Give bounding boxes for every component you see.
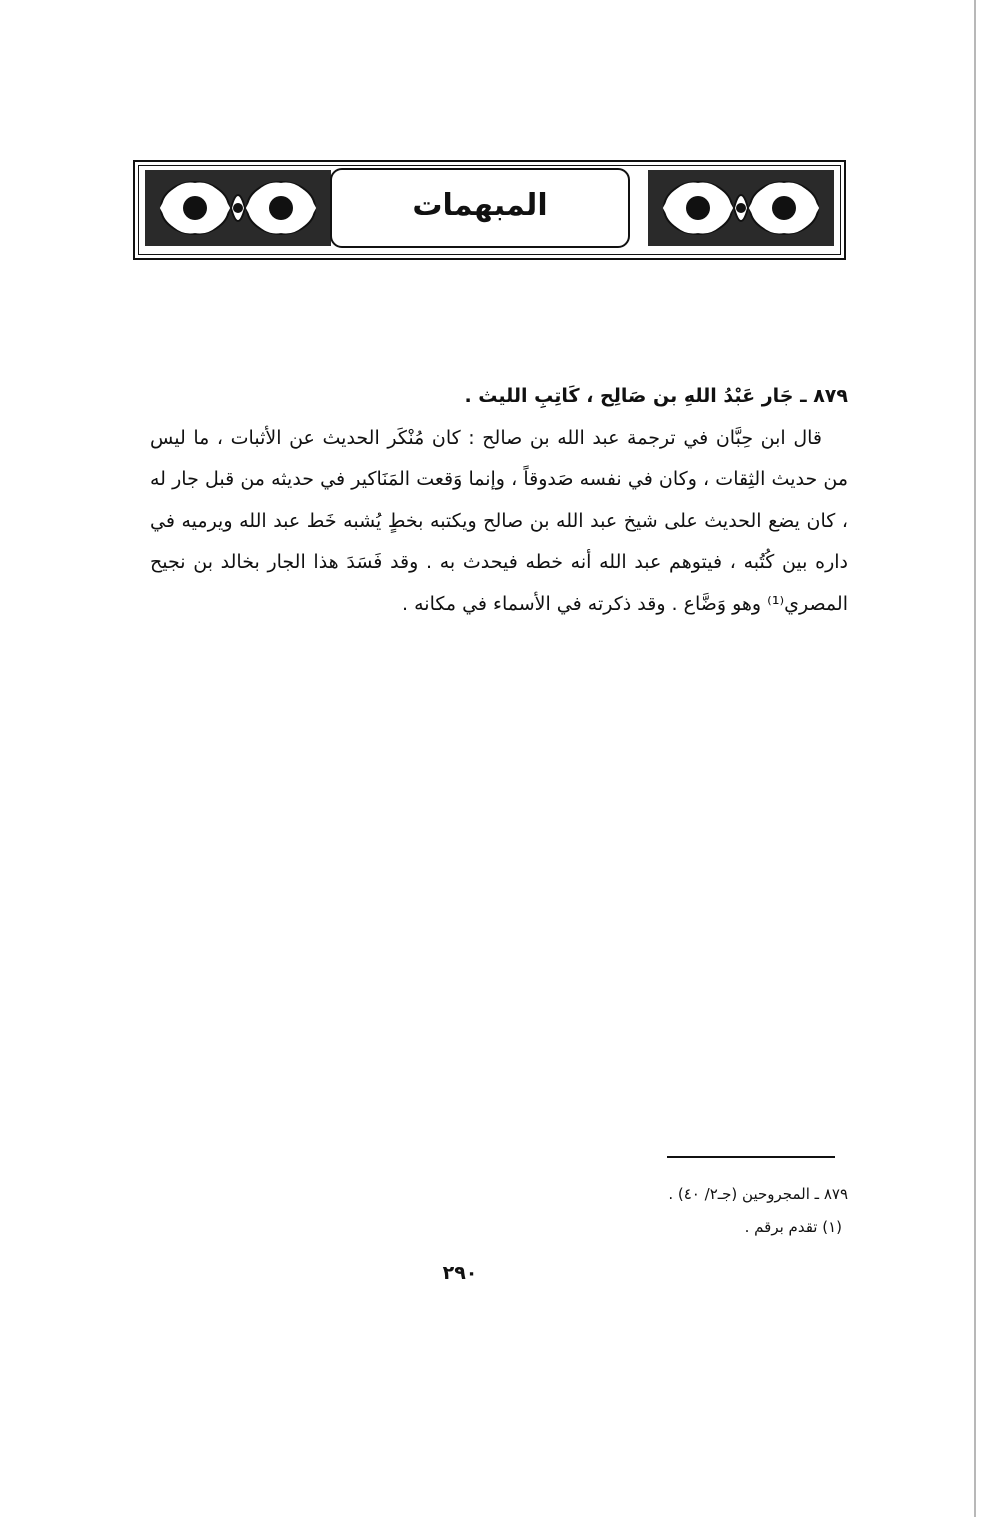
page-edge-line xyxy=(974,0,976,1517)
footnote-1: (١) تقدم برقم . xyxy=(744,1218,842,1236)
chapter-title: المبهمات xyxy=(412,188,548,223)
page-number: ٢٩٠ xyxy=(442,1262,478,1284)
arabesque-ornament-right xyxy=(648,170,834,246)
footnote-separator xyxy=(667,1156,835,1158)
chapter-title-box xyxy=(330,168,630,248)
arabesque-ornament-left xyxy=(145,170,331,246)
entry-paragraph: قال ابن حِبَّان في ترجمة عبد الله بن صالح : كان مُنْكَر الحديث عن الأثبات ، ما ليس من حديث الثِقات ، وكان في نفسه صَدوقاً ، وإنما وَقعت المَنَاكير في حديثه من قبل جار له ، كان يضع الحديث على شيخ عبد الله بن صالح ويكتبه بخطٍ يُشبه خَط عبد الله ويرميه في داره بين كُتُبه ، فيتوهم عبد الله أنه خطه فيحدث به . وقد فَسَدَ هذا الجار بخالد بن نجيح المصري⁽¹⁾ وهو وَضَّاع . وقد ذكرته في الأسماء في مكانه . xyxy=(150,426,848,615)
chapter-header-banner xyxy=(133,160,846,260)
entry-heading: ٨٧٩ ـ جَار عَبْدُ اللهِ بن صَالِح ، كَاتِبِ الليث . xyxy=(464,385,848,407)
footnote-source: ٨٧٩ ـ المجروحين (جـ٢/ ٤٠) . xyxy=(668,1185,848,1203)
footnotes xyxy=(500,1178,848,1244)
entry-body xyxy=(150,376,848,625)
